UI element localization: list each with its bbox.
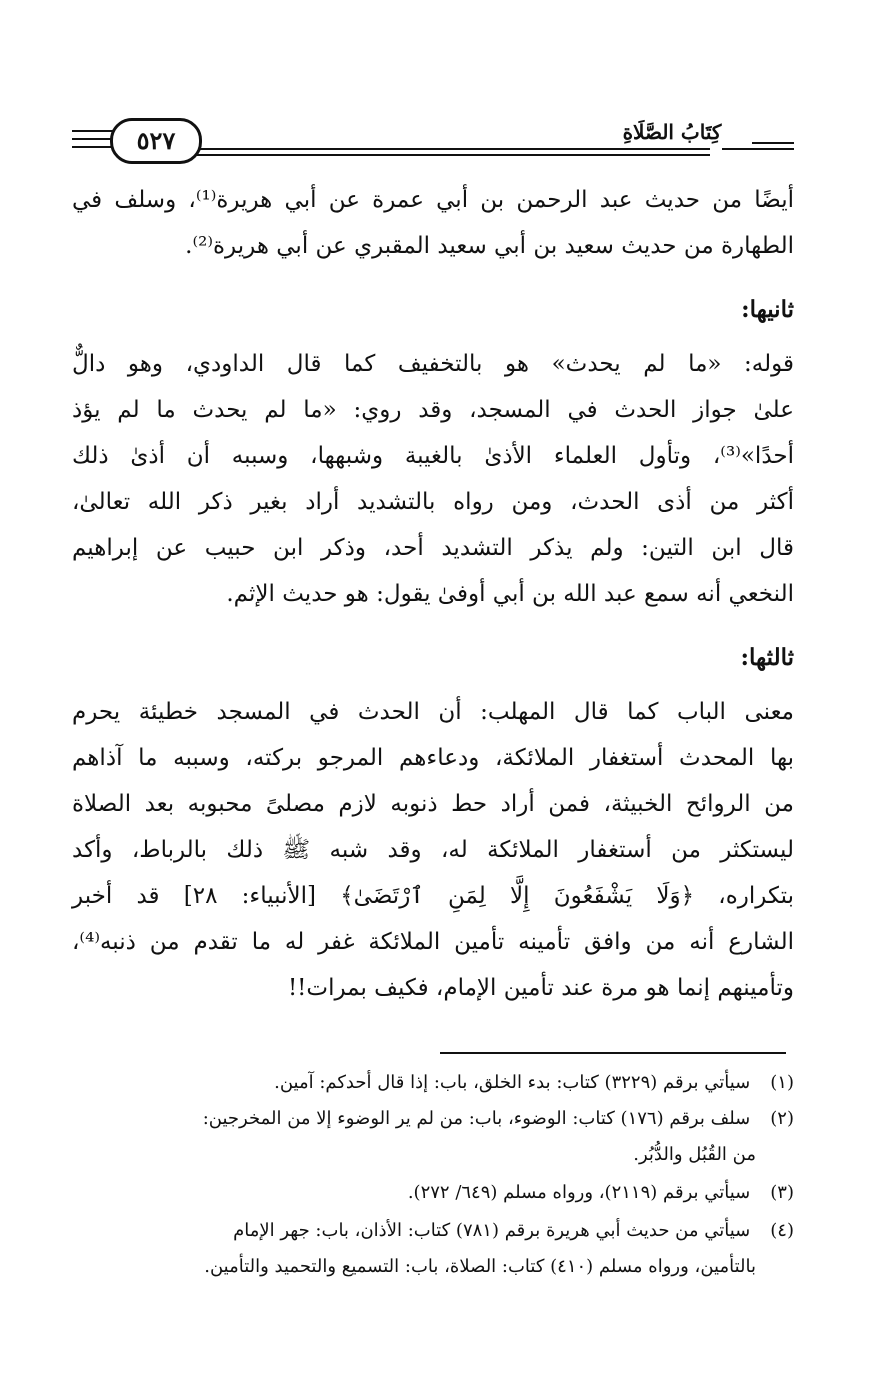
header-rule [72,130,116,132]
text-line: بتكراره، ﴿وَلَا يَشْفَعُونَ إِلَّا لِمَنِ ٱرْتَضَىٰ﴾ [الأنبياء: ٢٨] قد أخبر [72,883,794,909]
footnote-text: بالتأمين، ورواه مسلم (٤١٠) كتاب: الصلاة، باب: التسميع والتحميد والتأمين. [204,1256,756,1277]
footnote-number: (٤) [770,1220,794,1241]
text-line: أكثر من أذى الحدث، ومن رواه بالتشديد أراد بغير ذكر الله تعالىٰ، [72,489,794,515]
section-heading: ثالثها: [740,644,794,671]
footnote-text: من القُبُل والدُّبُر. [633,1144,756,1165]
text-line: الطهارة من حديث سعيد بن أبي سعيد المقبري عن أبي هريرة⁽²⁾. [185,233,794,259]
footnote-text: سلف برقم (١٧٦) كتاب: الوضوء، باب: من لم ير الوضوء إلا من المخرجين: [202,1108,751,1129]
footnote-continuation [72,1138,794,1172]
running-title: كِتَابُ الصَّلَاةِ [592,120,752,144]
footnote-text: سيأتي برقم (٢١١٩)، ورواه مسلم (٦٤٩/ ٢٧٢). [407,1182,751,1203]
page-number: ٥٢٧ [110,118,202,164]
text-line: قوله: «ما لم يحدث» هو بالتخفيف كما قال الداودي، وهو دالٌّ [72,351,794,377]
footnote-separator [440,1052,786,1054]
header-rule [72,146,116,148]
text-line: الشارع أنه من وافق تأمينه تأمين الملائكة غفر له ما تقدم من ذنبه⁽⁴⁾، [72,929,794,955]
text-line: قال ابن التين: ولم يذكر التشديد أحد، وذكر ابن حبيب عن إبراهيم [72,535,794,561]
footnote-number: (٣) [770,1182,794,1203]
header-rule [190,148,710,150]
footnote-text: سيأتي من حديث أبي هريرة برقم (٧٨١) كتاب: الأذان، باب: جهر الإمام [233,1220,751,1241]
header-rule [722,148,794,150]
footnote-text: سيأتي برقم (٣٢٢٩) كتاب: بدء الخلق، باب: إذا قال أحدكم: آمين. [274,1072,751,1093]
text-line: أيضًا من حديث عبد الرحمن بن أبي عمرة عن أبي هريرة⁽¹⁾، وسلف في [72,187,794,213]
text-line: أحدًا»⁽³⁾، وتأول العلماء الأذىٰ بالغيبة وشبهها، وسببه أن أذىٰ ذلك [72,443,794,469]
footnote [72,1176,794,1210]
footnote-number: (١) [770,1072,794,1093]
footnote [72,1214,794,1248]
text-line: بها المحدث أستغفار الملائكة، ودعاءهم المرجو بركته، وسببه ما آذاهم [72,745,794,771]
footnote-continuation [72,1250,794,1284]
text-line: وتأمينهم إنما هو مرة عند تأمين الإمام، فكيف بمرات!! [287,975,794,1001]
text-line: من الروائح الخبيثة، فمن أراد حط ذنوبه لازم مصلىً محبوبه بعد الصلاة [72,791,795,817]
text-line: ليستكثر من أستغفار الملائكة له، وقد شبه ﷺ ذلك بالرباط، وأكد [72,837,794,863]
header-rule [190,154,710,156]
footnote-number: (٢) [770,1108,794,1129]
text-line: معنى الباب كما قال المهلب: أن الحدث في المسجد خطيئة يحرم [72,699,794,725]
footnote [72,1102,794,1136]
page-header [72,118,794,162]
footnote [72,1066,794,1100]
section-heading: ثانيها: [741,296,794,323]
text-line: علىٰ جواز الحدث في المسجد، وقد روي: «ما لم يحدث ما لم يؤذ [72,397,794,423]
text-line: النخعي أنه سمع عبد الله بن أبي أوفىٰ يقول: هو حديث الإثم. [226,581,794,607]
